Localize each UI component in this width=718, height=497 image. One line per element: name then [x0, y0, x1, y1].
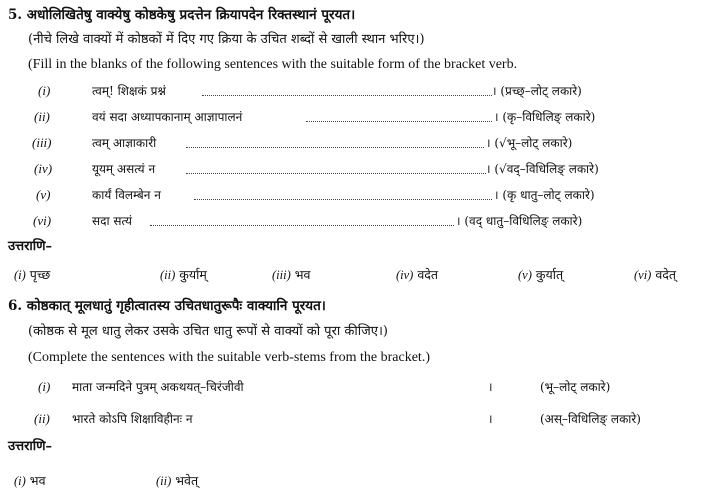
- verb-hint: । (√भू–लोट् लकारे): [486, 136, 573, 150]
- sentence-text: कार्यं विलम्बेन न: [92, 188, 161, 202]
- sentence-text: त्वम् आज्ञाकारी: [92, 136, 157, 150]
- q6-heading: 6. कोष्ठकात् मूलधातुं गृहीत्वातस्य उचितधातुरूपैः वाक्यानि पूरयत।: [8, 298, 326, 314]
- item-number: (iii): [32, 135, 52, 150]
- answer-number: (vi): [634, 268, 652, 282]
- item-number: (vi): [33, 213, 52, 228]
- q5-english-instruction: (Fill in the blanks of the following sentences with the suitable form of the bracket verb.: [28, 57, 518, 72]
- verb-hint: (अस्–विधिलिङ् लकारे): [540, 412, 641, 426]
- sentence-text: वयं सदा अध्यापकानाम् आज्ञापालनं: [92, 110, 243, 124]
- sentence-text: भारते कोऽपि शिक्षाविहीनः न: [72, 412, 193, 426]
- sentence-text: सदा सत्यं: [92, 214, 132, 228]
- blank-line[interactable]: [306, 121, 492, 122]
- item-number: (i): [38, 379, 51, 394]
- item-number: (ii): [34, 109, 50, 124]
- answer-item: [14, 266, 50, 284]
- answer-number: (iii): [272, 268, 291, 282]
- answer-number: (iv): [396, 268, 414, 282]
- answer-number: (ii): [156, 474, 172, 488]
- item-number: (i): [38, 83, 51, 98]
- answer-number: (v): [518, 268, 532, 282]
- item-number: (ii): [34, 411, 50, 426]
- q5-answers-label: उत्तराणि–: [8, 239, 53, 254]
- answer-item: [160, 266, 207, 284]
- sentence-text: माता जन्मदिने पुत्रम् अकथयत्–चिरंजीवी: [72, 380, 244, 394]
- answer-word: पृच्छ: [29, 267, 51, 282]
- answer-number: (i): [14, 474, 26, 488]
- verb-hint: । (√वद्–विधिलिङ् लकारे): [486, 162, 599, 176]
- verb-hint: । (प्रच्छ्–लोट् लकारे): [492, 84, 582, 98]
- blank-line[interactable]: [194, 199, 492, 200]
- sentence-text: त्वम्! शिक्षकं प्रश्नं: [92, 84, 166, 98]
- answer-word: भवेत्: [175, 473, 199, 488]
- verb-hint: । (वद् धातु–विधिलिङ् लकारे): [456, 214, 583, 228]
- blank-line[interactable]: [186, 147, 484, 148]
- answer-item: [396, 266, 438, 284]
- answer-word: वदेत: [417, 267, 439, 282]
- answer-number: (i): [14, 268, 26, 282]
- q6-english-instruction: (Complete the sentences with the suitable verb-stems from the bracket.): [28, 350, 430, 365]
- q5-hindi-instruction: (नीचे लिखे वाक्यों में कोष्ठकों में दिए गए क्रिया के उचित शब्दों से खाली स्थान भरिए।): [28, 32, 425, 47]
- verb-hint: । (कृ–विधिलिङ् लकारे): [494, 110, 596, 124]
- answer-word: भव: [294, 267, 311, 282]
- blank-line[interactable]: [186, 173, 486, 174]
- answer-item: [156, 472, 198, 490]
- item-number: (v): [36, 187, 51, 202]
- item-number: (iv): [34, 161, 53, 176]
- sentence-end: ।: [488, 380, 493, 394]
- sentence-text: यूयम् असत्यं न: [92, 162, 156, 176]
- blank-line[interactable]: [202, 95, 492, 96]
- blank-line[interactable]: [150, 225, 454, 226]
- sentence-end: ।: [488, 412, 493, 426]
- answer-item: [518, 266, 563, 284]
- verb-hint: (भू–लोट् लकारे): [540, 380, 611, 394]
- verb-hint: । (कृ धातु–लोट् लकारे): [494, 188, 595, 202]
- q5-heading: 5. अधोलिखितेषु वाक्येषु कोष्ठकेषु प्रदत्तेन क्रियापदेन रिक्तस्थानं पूरयत।: [8, 7, 356, 23]
- q6-hindi-instruction: (कोष्ठक से मूल धातु लेकर उसके उचित धातु रूपों से वाक्यों को पूरा कीजिए।): [28, 324, 388, 339]
- answer-item: [634, 266, 676, 284]
- answer-word: कुर्यात्: [535, 267, 564, 282]
- answer-word: वदेत्: [655, 267, 677, 282]
- answer-item: [272, 266, 310, 284]
- answer-word: भव: [29, 473, 46, 488]
- answer-number: (ii): [160, 268, 176, 282]
- q6-answers-label: उत्तराणि–: [8, 439, 53, 454]
- answer-item: [14, 472, 46, 490]
- answer-word: कुर्याम्: [179, 267, 207, 282]
